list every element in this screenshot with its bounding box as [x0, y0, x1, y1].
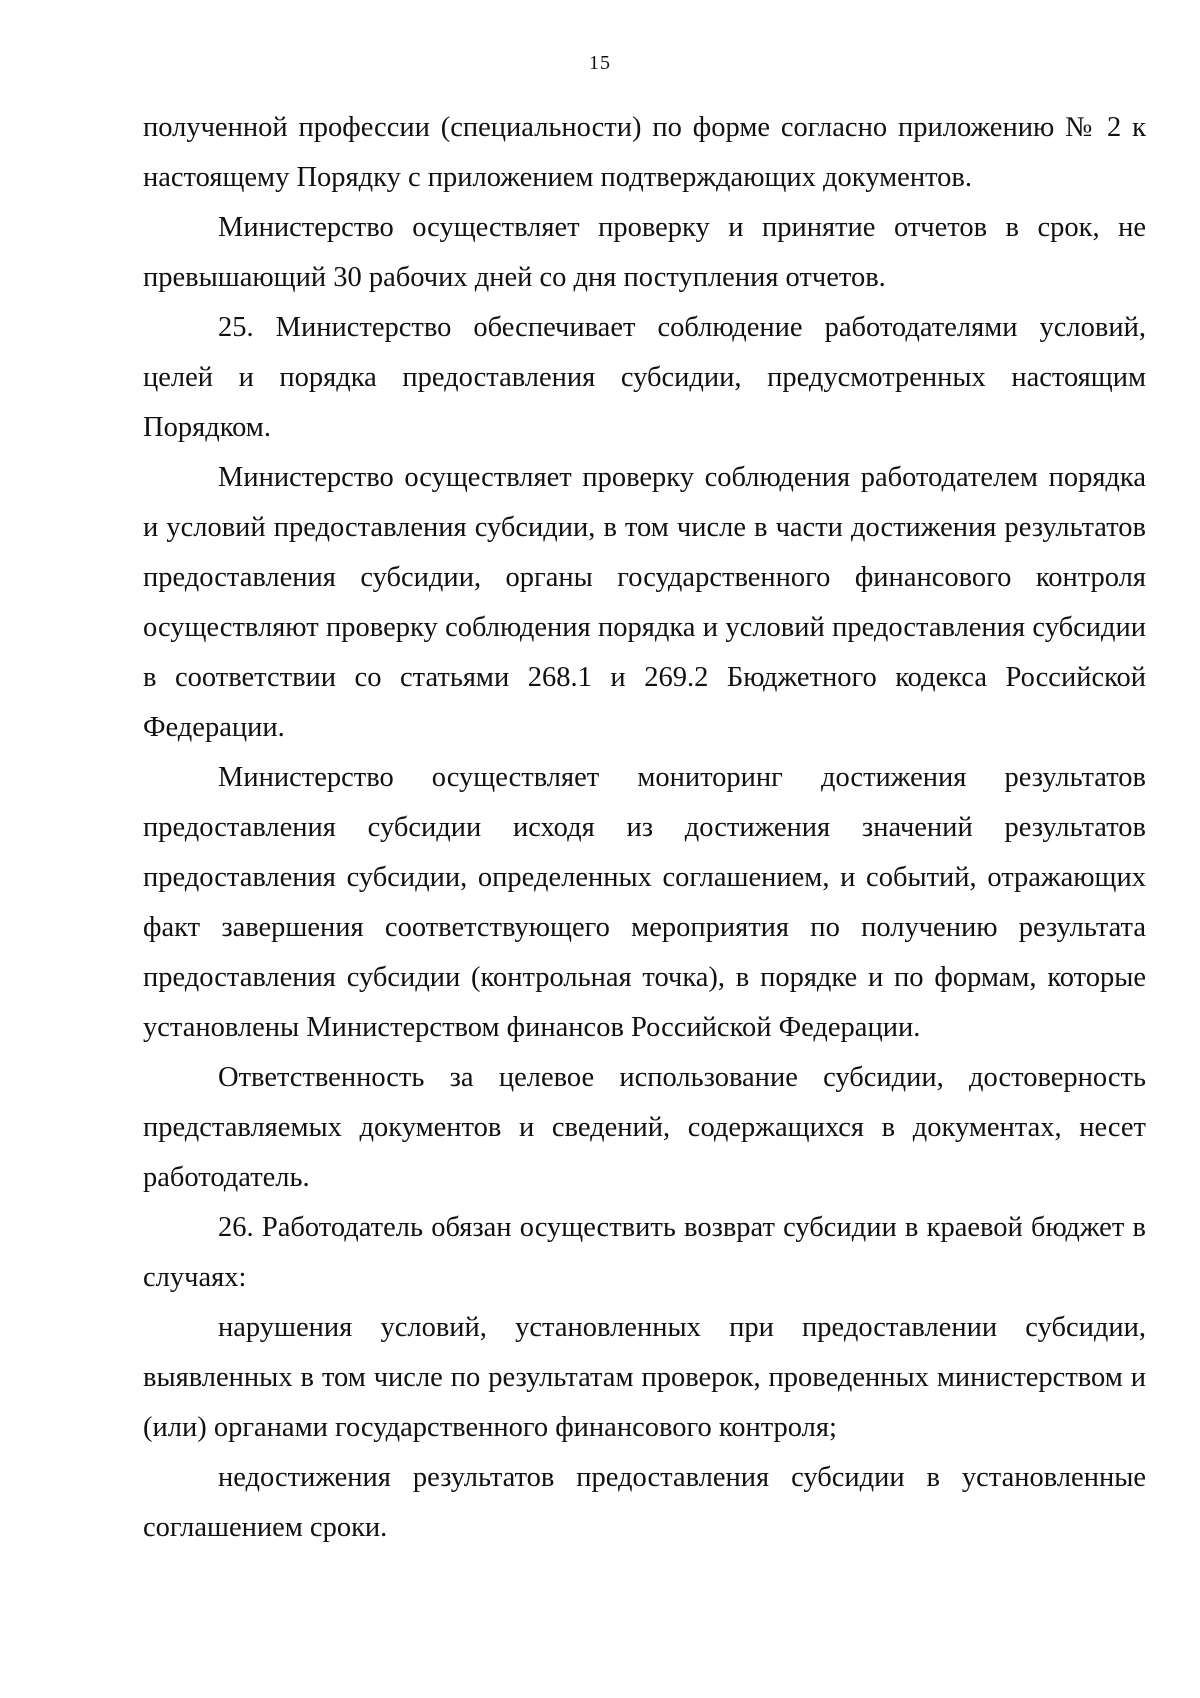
paragraph-nonachievement-case: недостижения результатов предоставления субсидии в установленные соглашением сроки. — [143, 1462, 1146, 1543]
paragraph-violation-case: нарушения условий, установленных при предоставлении субсидии, выявленных в том числе по результатам проверок, проведенных министерством и (или) органами государственного финансового контроля; — [143, 1312, 1146, 1443]
paragraph-26: 26. Работодатель обязан осуществить возврат субсидии в краевой бюджет в случаях: — [143, 1212, 1146, 1293]
paragraph-monitoring: Министерство осуществляет мониторинг достижения результатов предоставления субсидии исходя из достижения значений результатов предоставления субсидии, определенных соглашением, и событий, отражающих факт завершения соответствующего мероприятия по получению результата предоставления субсидии (контрольная точка), в порядке и по формам, которые установлены Министерством финансов Российской Федерации. — [143, 762, 1146, 1043]
paragraph-report-check: Министерство осуществляет проверку и принятие отчетов в срок, не превышающий 30 рабочих дней со дня поступления отчетов. — [143, 212, 1146, 293]
paragraph-25: 25. Министерство обеспечивает соблюдение работодателями условий, целей и порядка предоставления субсидии, предусмотренных настоящим Порядком. — [143, 312, 1146, 443]
paragraph-compliance-check: Министерство осуществляет проверку соблюдения работодателем порядка и условий предоставления субсидии, в том числе в части достижения результатов предоставления субсидии, органы государственного финансового контроля осуществляют проверку соблюдения порядка и условий предоставления субсидии в соответствии со статьями 268.1 и 269.2 Бюджетного кодекса Российской Федерации. — [143, 462, 1146, 743]
document-body — [143, 103, 1146, 1553]
paragraph-responsibility: Ответственность за целевое использование субсидии, достоверность представляемых документов и сведений, содержащихся в документах, несет работодатель. — [143, 1062, 1146, 1193]
page-number: 15 — [589, 52, 611, 74]
paragraph-continuation: полученной профессии (специальности) по форме согласно приложению № 2 к настоящему Порядку с приложением подтверждающих документов. — [143, 112, 1146, 193]
